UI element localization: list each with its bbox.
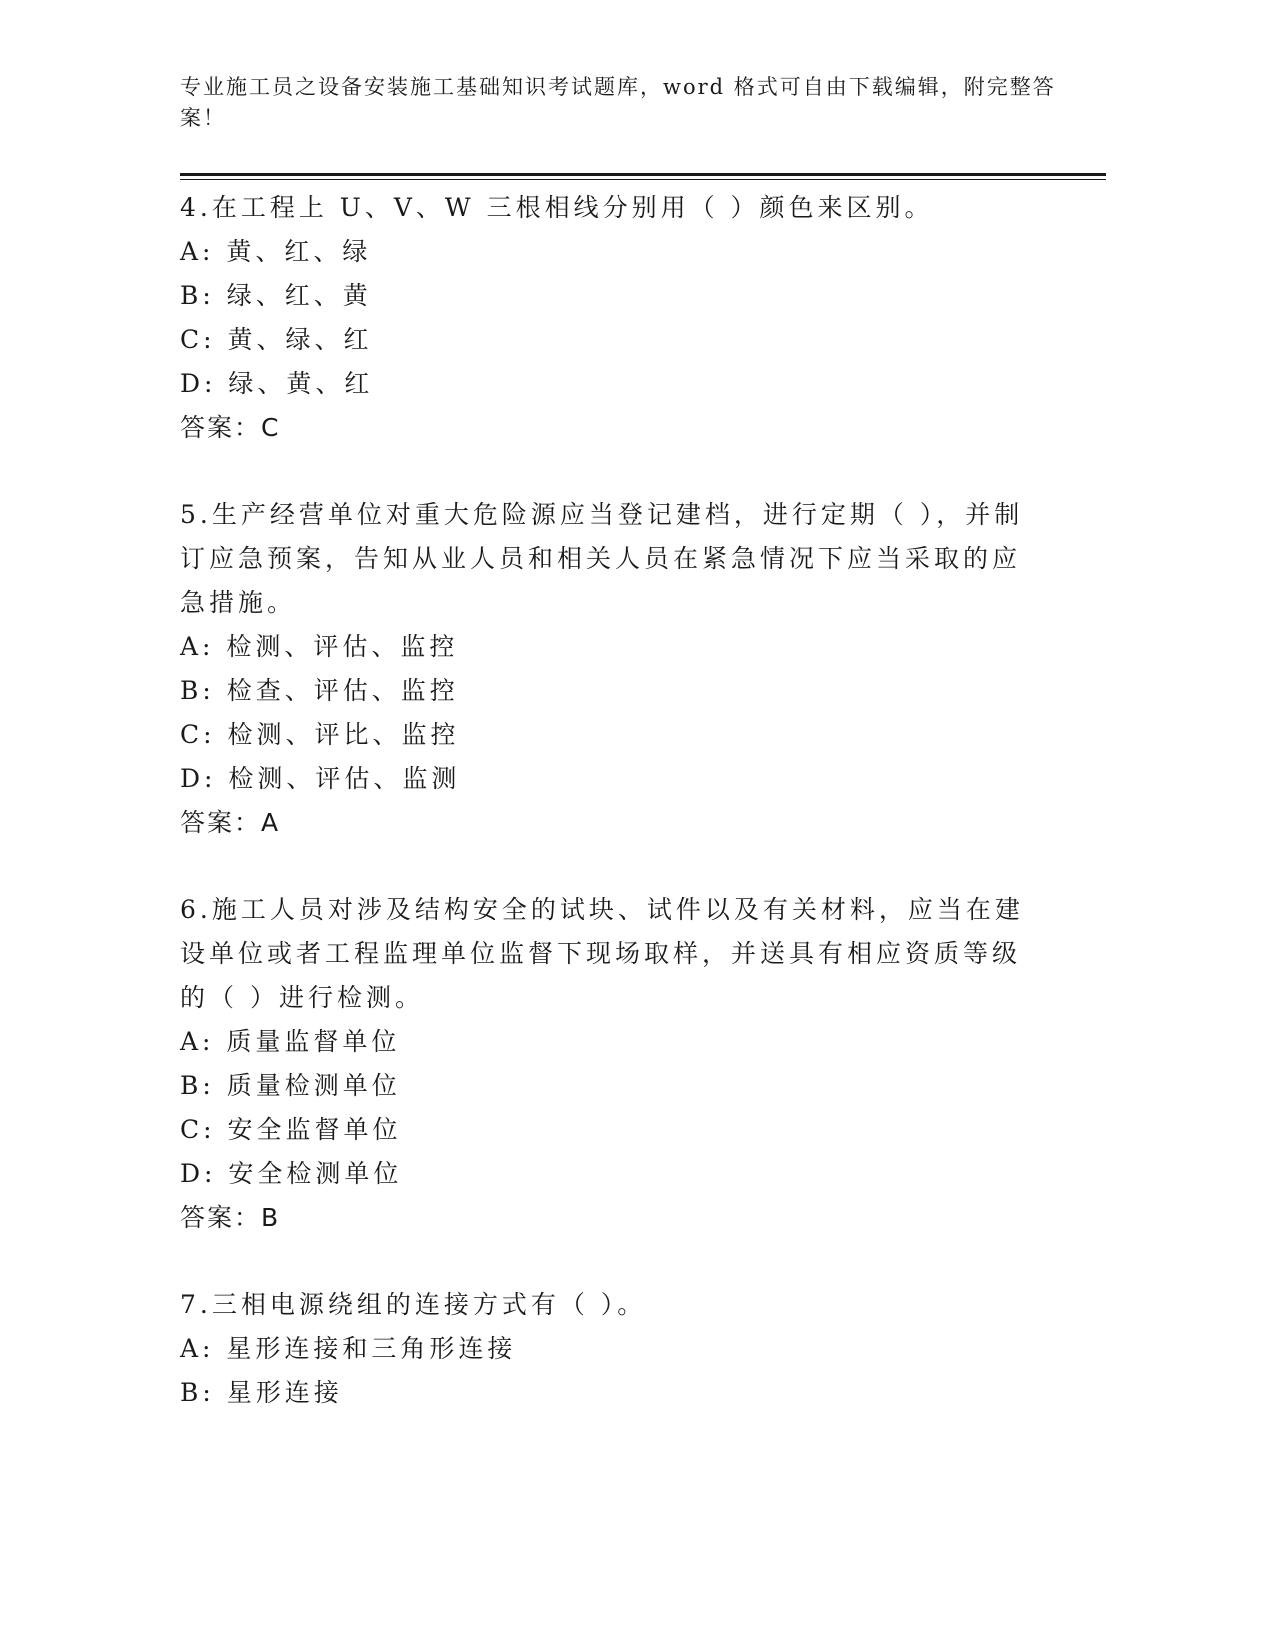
question-stem: 5.生产经营单位对重大危险源应当登记建档，进行定期（ ），并制订应急预案，告知从业人员和相关人员在紧急情况下应当采取的应急措施。 xyxy=(180,500,1024,617)
question-5 xyxy=(180,493,1040,845)
option-b: B: 星形连接 xyxy=(180,1378,343,1407)
answer-line: 答案：A xyxy=(180,808,281,837)
option-b: B: 检查、评估、监控 xyxy=(180,676,459,705)
option-d: D: 检测、评估、监测 xyxy=(180,764,461,793)
option-a: A: 黄、红、绿 xyxy=(180,237,372,266)
question-stem: 4.在工程上 U、V、W 三根相线分别用（ ）颜色来区别。 xyxy=(180,193,934,222)
page-header: 专业施工员之设备安装施工基础知识考试题库，word 格式可自由下载编辑，附完整答案！ xyxy=(180,75,1056,130)
question-spacer xyxy=(180,450,1040,493)
option-b: B: 质量检测单位 xyxy=(180,1071,401,1100)
question-4 xyxy=(180,186,1040,450)
option-c: C: 黄、绿、红 xyxy=(180,325,373,354)
question-stem: 7.三相电源绕组的连接方式有（ ）。 xyxy=(180,1290,647,1319)
header-divider-thin xyxy=(180,179,1106,180)
option-c: C: 检测、评比、监控 xyxy=(180,720,460,749)
question-spacer xyxy=(180,845,1040,888)
question-6 xyxy=(180,888,1040,1240)
option-a: A: 检测、评估、监控 xyxy=(180,632,459,661)
answer-line: 答案：C xyxy=(180,413,281,442)
option-d: D: 绿、黄、红 xyxy=(180,369,374,398)
answer-line: 答案：B xyxy=(180,1203,281,1232)
option-d: D: 安全检测单位 xyxy=(180,1159,403,1188)
option-a: A: 星形连接和三角形连接 xyxy=(180,1334,517,1363)
question-stem: 6.施工人员对涉及结构安全的试块、试件以及有关材料，应当在建设单位或者工程监理单位监督下现场取样，并送具有相应资质等级的（ ）进行检测。 xyxy=(180,895,1024,1012)
question-spacer xyxy=(180,1240,1040,1283)
question-list xyxy=(180,186,1040,1415)
option-b: B: 绿、红、黄 xyxy=(180,281,372,310)
option-c: C: 安全监督单位 xyxy=(180,1115,402,1144)
header-divider-thick xyxy=(180,173,1106,176)
option-a: A: 质量监督单位 xyxy=(180,1027,401,1056)
question-7 xyxy=(180,1283,1040,1415)
